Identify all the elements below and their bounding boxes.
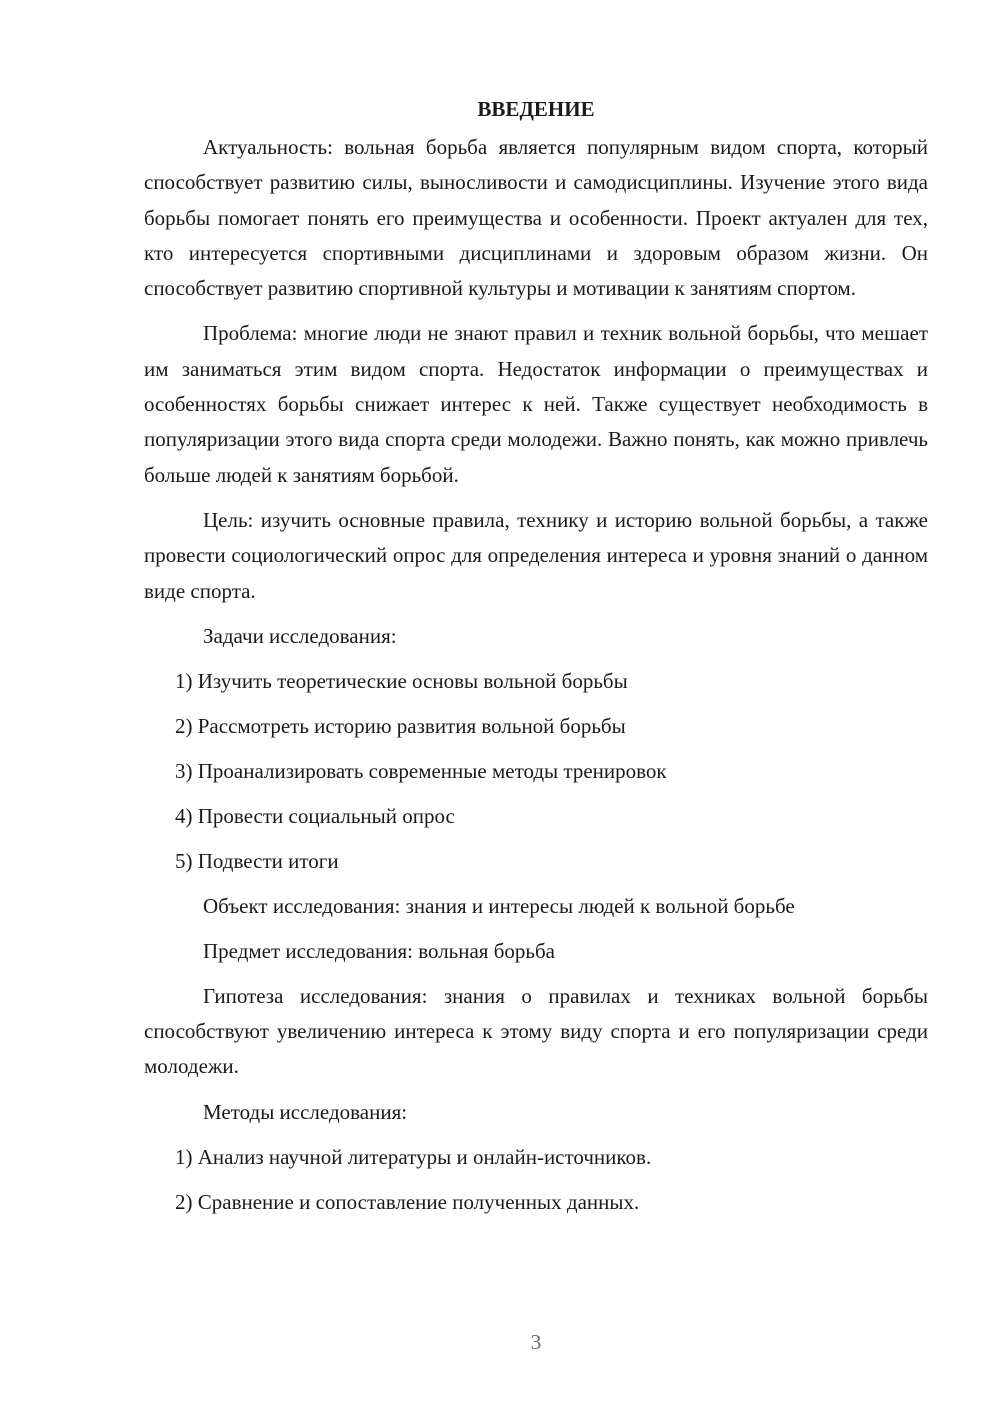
page-number: 3 bbox=[530, 1330, 542, 1354]
document-page bbox=[144, 92, 928, 1230]
page-title: ВВЕДЕНИЕ bbox=[477, 97, 595, 121]
task-item-2: 2) Рассмотреть историю развития вольной борьбы bbox=[175, 713, 626, 738]
methods-title: Методы исследования: bbox=[203, 1099, 408, 1124]
task-item-4: 4) Провести социальный опрос bbox=[175, 803, 455, 828]
subject-line: Предмет исследования: вольная борьба bbox=[203, 938, 555, 963]
method-item-2: 2) Сравнение и сопоставление полученных данных. bbox=[175, 1189, 640, 1214]
method-item-1: 1) Анализ научной литературы и онлайн-источников. bbox=[175, 1144, 652, 1169]
goal-paragraph: Цель: изучить основные правила, технику и историю вольной борьбы, а также провести социологический опрос для определения интереса и уровня знаний о данном виде спорта. bbox=[144, 507, 928, 603]
tasks-title: Задачи исследования: bbox=[203, 623, 397, 648]
task-item-3: 3) Проанализировать современные методы тренировок bbox=[175, 758, 667, 783]
hypothesis-paragraph: Гипотеза исследования: знания о правилах и техниках вольной борьбы способствуют увеличению интереса к этому виду спорта и его популяризации среди молодежи. bbox=[144, 983, 928, 1079]
object-line: Объект исследования: знания и интересы людей к вольной борьбе bbox=[203, 893, 795, 918]
problem-paragraph: Проблема: многие люди не знают правил и техник вольной борьбы, что мешает им заниматься этим видом спорта. Недостаток информации о преимуществах и особенностях борьбы снижает интерес к ней. Также существует необходимость в популяризации этого вида спорта среди молодежи. Важно понять, как можно привлечь больше людей к занятиям борьбой. bbox=[144, 321, 928, 487]
task-item-1: 1) Изучить теоретические основы вольной борьбы bbox=[175, 668, 628, 693]
task-item-5: 5) Подвести итоги bbox=[175, 848, 339, 873]
relevance-paragraph: Актуальность: вольная борьба является популярным видом спорта, который способствует развитию силы, выносливости и самодисциплины. Изучение этого вида борьбы помогает понять его преимущества и особенности. Проект актуален для тех, кто интересуется спортивными дисциплинами и здоровым образом жизни. Он способствует развитию спортивной культуры и мотивации к занятиям спортом. bbox=[144, 135, 928, 301]
